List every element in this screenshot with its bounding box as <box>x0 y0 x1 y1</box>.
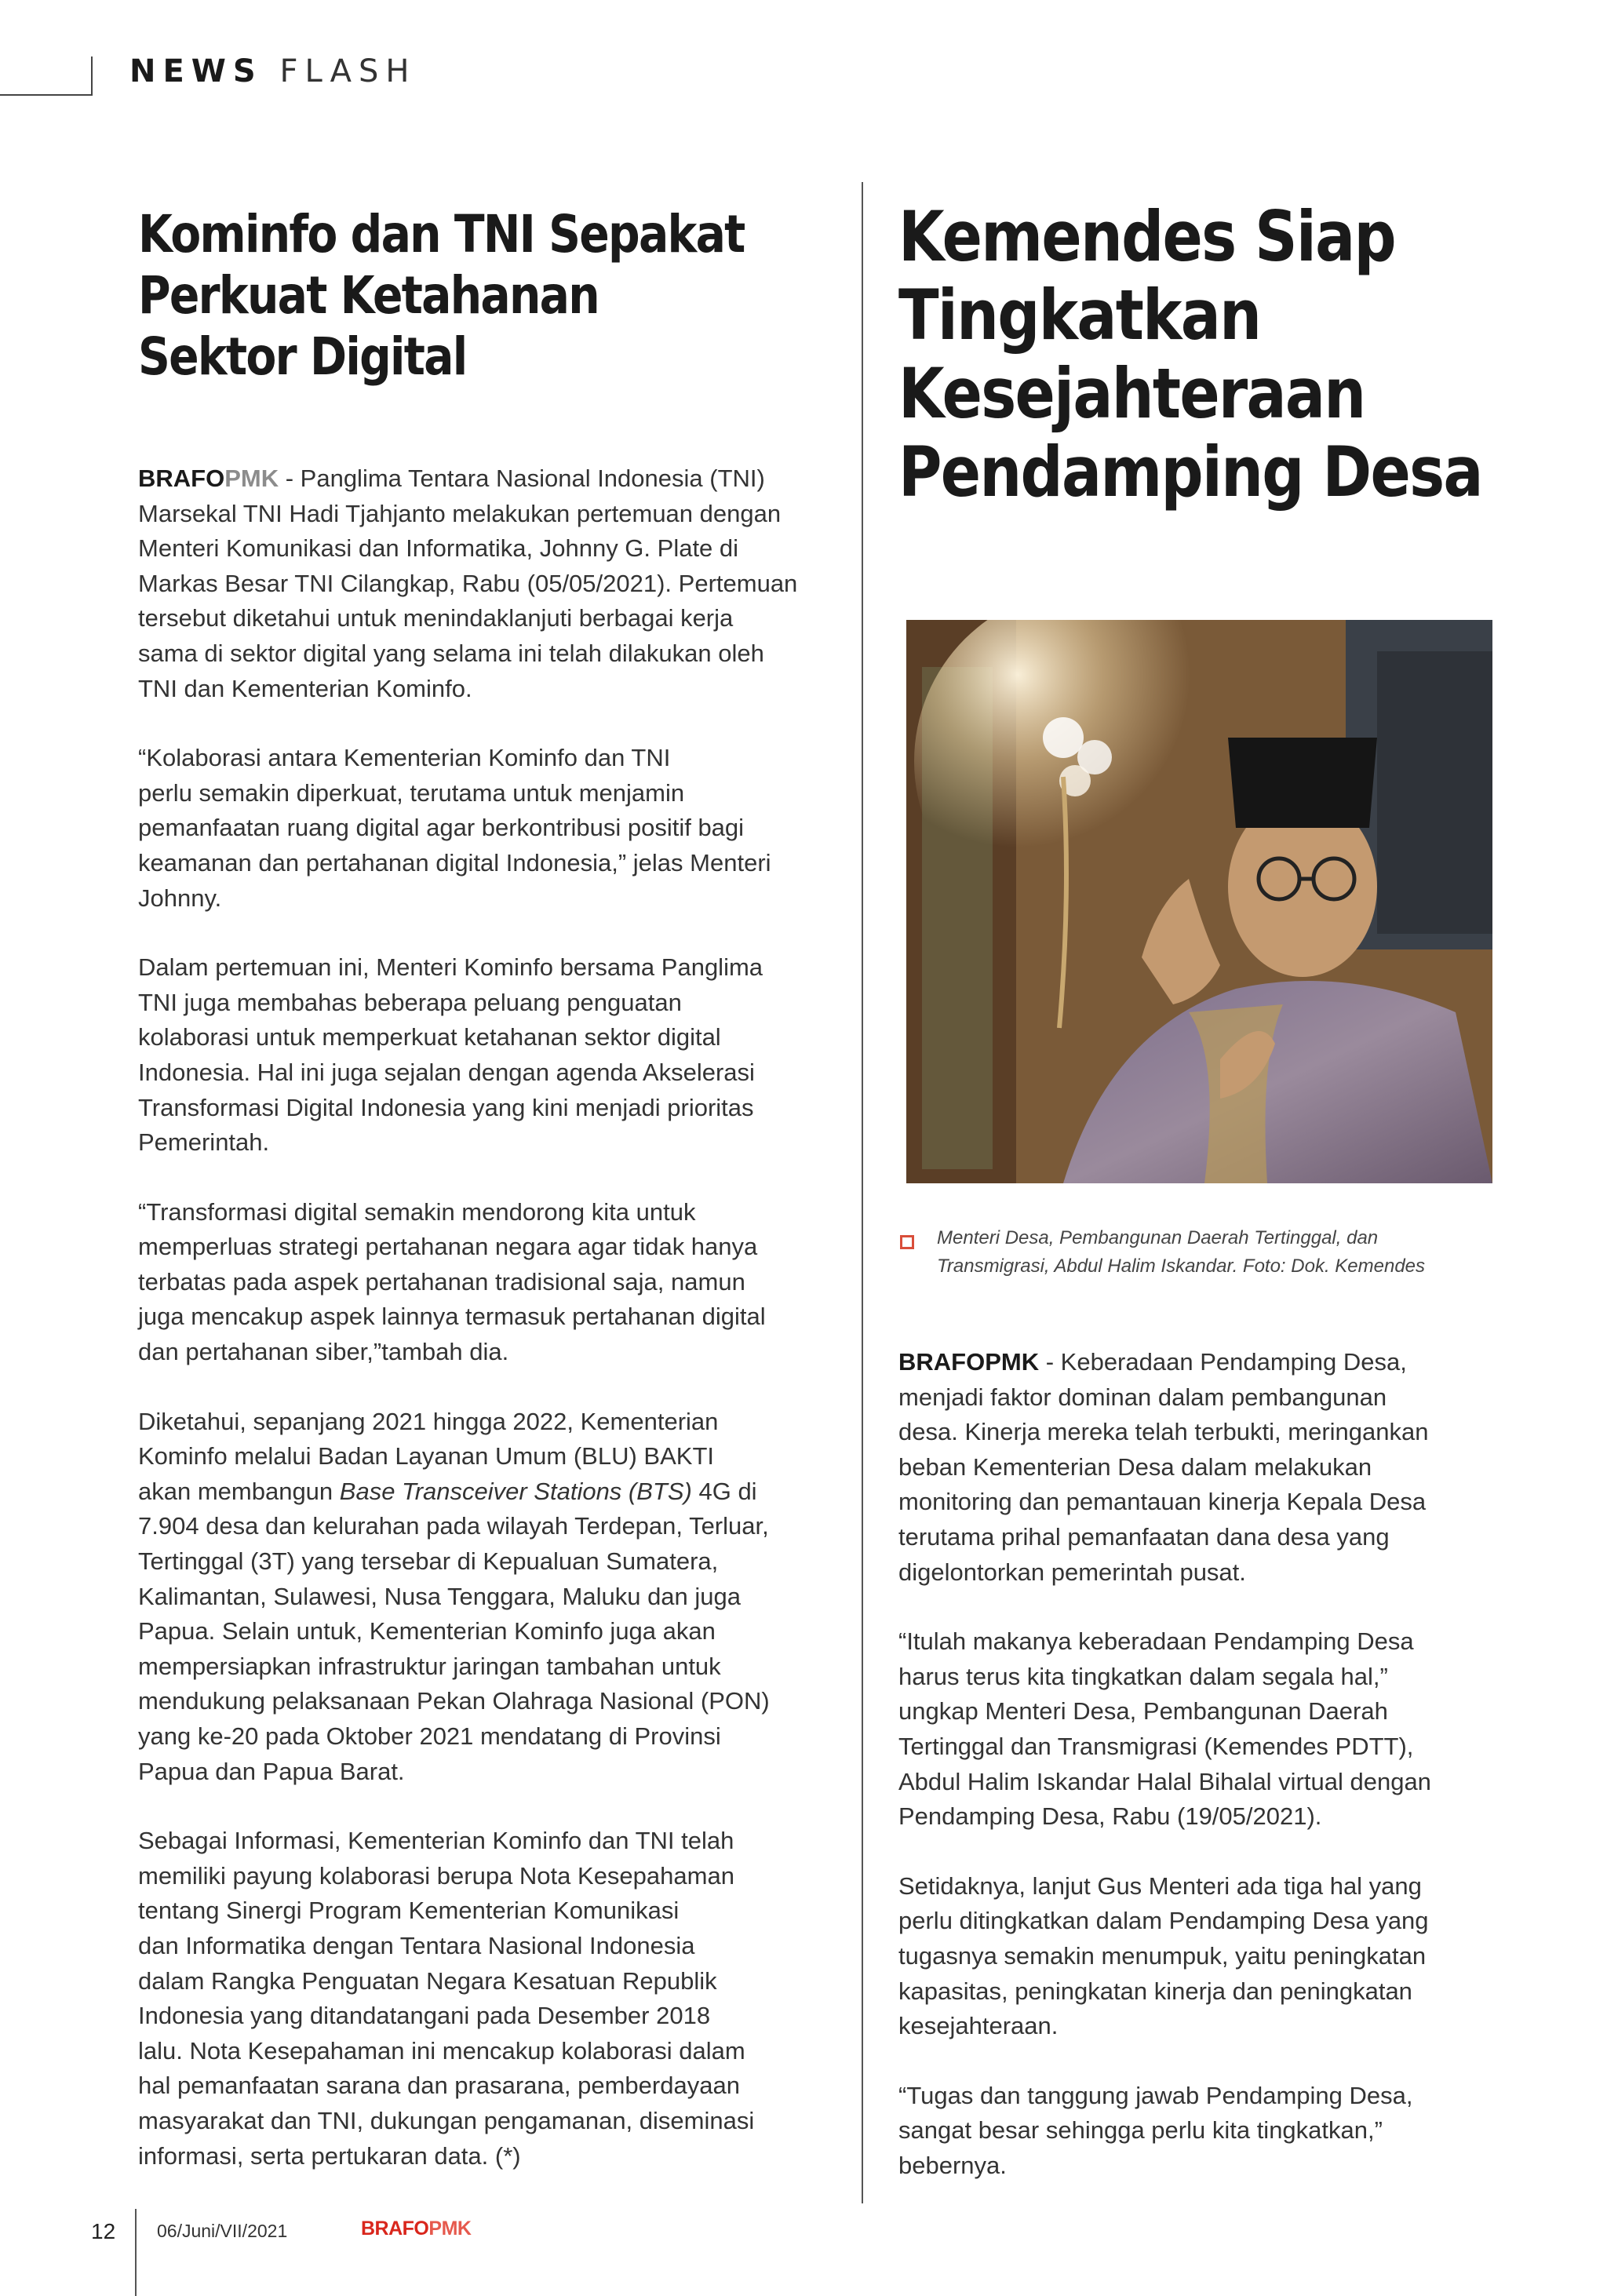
text-line: “Tugas dan tanggung jawab Pendamping Desa, <box>898 2081 1413 2109</box>
headline-line: Tingkatkan <box>898 275 1261 355</box>
text-line: desa. Kinerja mereka telah terbukti, meringankan <box>898 1418 1429 1446</box>
text-line: informasi, serta pertukaran data. (*) <box>138 2141 521 2170</box>
text-line: Indonesia yang ditandatangani pada Desember 2018 <box>138 2002 711 2030</box>
text-line: BRAFOPMK - Panglima Tentara Nasional Indonesia (TNI) <box>138 465 765 492</box>
text-line: memiliki payung kolaborasi berupa Nota Kesepahaman <box>138 1861 734 1890</box>
section-title <box>129 53 417 89</box>
text-line: Papua. Selain untuk, Kementerian Kominfo juga akan <box>138 1617 716 1645</box>
right-article-headline <box>898 198 1482 512</box>
text-line: terutama prihal pemanfaatan dana desa yang <box>898 1522 1390 1551</box>
text-line: perlu semakin diperkuat, terutama untuk menjamin <box>138 778 685 807</box>
text-line: Johnny. <box>138 884 222 912</box>
source-label: BRAFOPMK <box>898 1348 1040 1376</box>
text-line: memperluas strategi pertahanan negara agar tidak hanya <box>138 1233 758 1261</box>
text-line: mempersiapkan infrastruktur jaringan tambahan untuk <box>138 1652 721 1680</box>
text-line: TNI dan Kementerian Kominfo. <box>138 674 472 702</box>
caption-line: Menteri Desa, Pembangunan Daerah Tertinggal, dan <box>937 1227 1379 1248</box>
text-line: TNI juga membahas beberapa peluang penguatan <box>138 988 682 1016</box>
paragraph <box>138 1405 836 1790</box>
text-line: Marsekal TNI Hadi Tjahjanto melakukan pertemuan dengan <box>138 499 782 527</box>
brafopmk-logo: BRAFOPMK <box>361 2218 472 2240</box>
text-line: “Kolaborasi antara Kementerian Kominfo dan TNI <box>138 744 671 772</box>
headline-line: Kominfo dan TNI Sepakat <box>138 204 745 264</box>
section-title-bold: NEWS <box>129 53 263 89</box>
text-line: Diketahui, sepanjang 2021 hingga 2022, Kementerian <box>138 1407 719 1435</box>
headline-line: Pendamping Desa <box>898 432 1482 512</box>
source-label: BRAFOPMK <box>138 465 279 492</box>
text-line: perlu ditingkatkan dalam Pendamping Desa yang <box>898 1907 1429 1935</box>
text-line: dan pertahanan siber,”tambah dia. <box>138 1338 509 1366</box>
text-line: Tertinggal dan Transmigrasi (Kemendes PDTT), <box>898 1732 1414 1760</box>
paragraph <box>138 950 836 1161</box>
text-line: Dalam pertemuan ini, Menteri Kominfo bersama Panglima <box>138 953 763 982</box>
text-line: dan Informatika dengan Tentara Nasional Indonesia <box>138 1931 695 1959</box>
photo-caption <box>937 1224 1502 1281</box>
text-line: BRAFOPMK - Keberadaan Pendamping Desa, <box>898 1348 1407 1376</box>
text-line: Transformasi Digital Indonesia yang kini menjadi prioritas <box>138 1093 754 1121</box>
header-rule <box>0 94 91 96</box>
right-article-body <box>898 1345 1495 2218</box>
text-line: 7.904 desa dan kelurahan pada wilayah Terdepan, Terluar, <box>138 1512 769 1540</box>
text-line: beban Kementerian Desa dalam melakukan <box>898 1452 1372 1481</box>
caption-line: Transmigrasi, Abdul Halim Iskandar. Foto: Dok. Kemendes <box>937 1256 1426 1277</box>
text-line: lalu. Nota Kesepahaman ini mencakup kolaborasi dalam <box>138 2036 745 2065</box>
text-line: monitoring dan pemantauan kinerja Kepala Desa <box>898 1488 1427 1516</box>
text-line: tentang Sinergi Program Kementerian Komunikasi <box>138 1897 680 1925</box>
text-line: Menteri Komunikasi dan Informatika, Johnny G. Plate di <box>138 534 739 563</box>
section-title-light: FLASH <box>279 53 417 89</box>
paragraph <box>138 461 836 706</box>
bts-term: Base Transceiver Stations (BTS) <box>339 1477 692 1505</box>
left-article-body <box>138 461 836 2208</box>
paragraph <box>138 1824 836 2174</box>
column-divider <box>862 182 863 2203</box>
text-line: Setidaknya, lanjut Gus Menteri ada tiga hal yang <box>898 1871 1422 1900</box>
text-line: Kalimantan, Sulawesi, Nusa Tenggara, Maluku dan juga <box>138 1582 742 1610</box>
text-line: digelontorkan pemerintah pusat. <box>898 1558 1246 1586</box>
text-line: kesejahteraan. <box>898 2012 1059 2040</box>
text-line: sangat besar sehingga perlu kita tingkatkan,” <box>898 2116 1383 2145</box>
text-line: akan membangun Base Transceiver Stations (BTS) 4G di <box>138 1477 757 1505</box>
paragraph <box>898 1345 1495 1590</box>
headline-line: Kesejahteraan <box>898 353 1365 434</box>
text-line: juga mencakup aspek lainnya termasuk pertahanan digital <box>138 1303 766 1331</box>
text-line: masyarakat dan TNI, dukungan pengamanan, diseminasi <box>138 2106 755 2134</box>
text-line: tersebut diketahui untuk menindaklanjuti berbagai kerja <box>138 604 734 632</box>
page-number: 12 <box>91 2219 116 2243</box>
caption-marker-icon <box>900 1235 914 1249</box>
text-line: menjadi faktor dominan dalam pembangunan <box>898 1383 1387 1411</box>
text-line: Pendamping Desa, Rabu (19/05/2021). <box>898 1802 1322 1831</box>
paragraph <box>898 1869 1495 2044</box>
minister-photo <box>906 620 1492 1183</box>
left-article-headline <box>138 204 745 388</box>
text-line: “Transformasi digital semakin mendorong kita untuk <box>138 1197 696 1226</box>
paragraph <box>898 2079 1495 2184</box>
text-line: Markas Besar TNI Cilangkap, Rabu (05/05/2021). Pertemuan <box>138 569 798 597</box>
headline-line: Perkuat Ketahanan <box>138 265 599 326</box>
paragraph <box>138 1195 836 1370</box>
text-line: sama di sektor digital yang selama ini telah dilakukan oleh <box>138 639 764 667</box>
text-line: ungkap Menteri Desa, Pembangunan Daerah <box>898 1697 1388 1726</box>
headline-line: Kemendes Siap <box>898 196 1395 277</box>
text-line: “Itulah makanya keberadaan Pendamping Desa <box>898 1627 1414 1656</box>
text-line: bebernya. <box>898 2151 1007 2179</box>
paragraph <box>138 741 836 916</box>
headline-line: Sektor Digital <box>138 326 467 387</box>
photo-illustration <box>906 620 1492 1183</box>
text-line: Papua dan Papua Barat. <box>138 1757 405 1785</box>
text-line: hal pemanfaatan sarana dan prasarana, pemberdayaan <box>138 2072 740 2100</box>
text-line: pemanfaatan ruang digital agar berkontribusi positif bagi <box>138 814 745 842</box>
footer-vertical-rule <box>135 2209 137 2296</box>
text-line: mendukung pelaksanaan Pekan Olahraga Nasional (PON) <box>138 1687 770 1715</box>
issue-label: 06/Juni/VII/2021 <box>157 2221 288 2241</box>
text-line: keamanan dan pertahanan digital Indonesia,” jelas Menteri <box>138 848 771 876</box>
text-line: Sebagai Informasi, Kementerian Kominfo dan TNI telah <box>138 1827 734 1855</box>
text-line: dalam Rangka Penguatan Negara Kesatuan Republik <box>138 1966 717 1995</box>
text-line: yang ke-20 pada Oktober 2021 mendatang di Provinsi <box>138 1722 721 1750</box>
text-line: tugasnya semakin menumpuk, yaitu peningkatan <box>898 1941 1427 1970</box>
text-line: kolaborasi untuk memperkuat ketahanan sektor digital <box>138 1023 721 1051</box>
header-vertical-rule <box>91 56 93 96</box>
text-line: Abdul Halim Iskandar Halal Bihalal virtual dengan <box>898 1767 1431 1795</box>
paragraph <box>898 1624 1495 1835</box>
text-line: Kominfo melalui Badan Layanan Umum (BLU) BAKTI <box>138 1442 714 1471</box>
text-line: kapasitas, peningkatan kinerja dan peningkatan <box>898 1977 1412 2005</box>
text-line: harus terus kita tingkatkan dalam segala hal,” <box>898 1662 1388 1690</box>
text-line: Tertinggal (3T) yang tersebar di Kepualuan Sumatera, <box>138 1547 719 1576</box>
text-line: Pemerintah. <box>138 1128 270 1157</box>
text-line: Indonesia. Hal ini juga sejalan dengan agenda Akselerasi <box>138 1058 755 1086</box>
text-line: terbatas pada aspek pertahanan tradisional saja, namun <box>138 1267 745 1296</box>
